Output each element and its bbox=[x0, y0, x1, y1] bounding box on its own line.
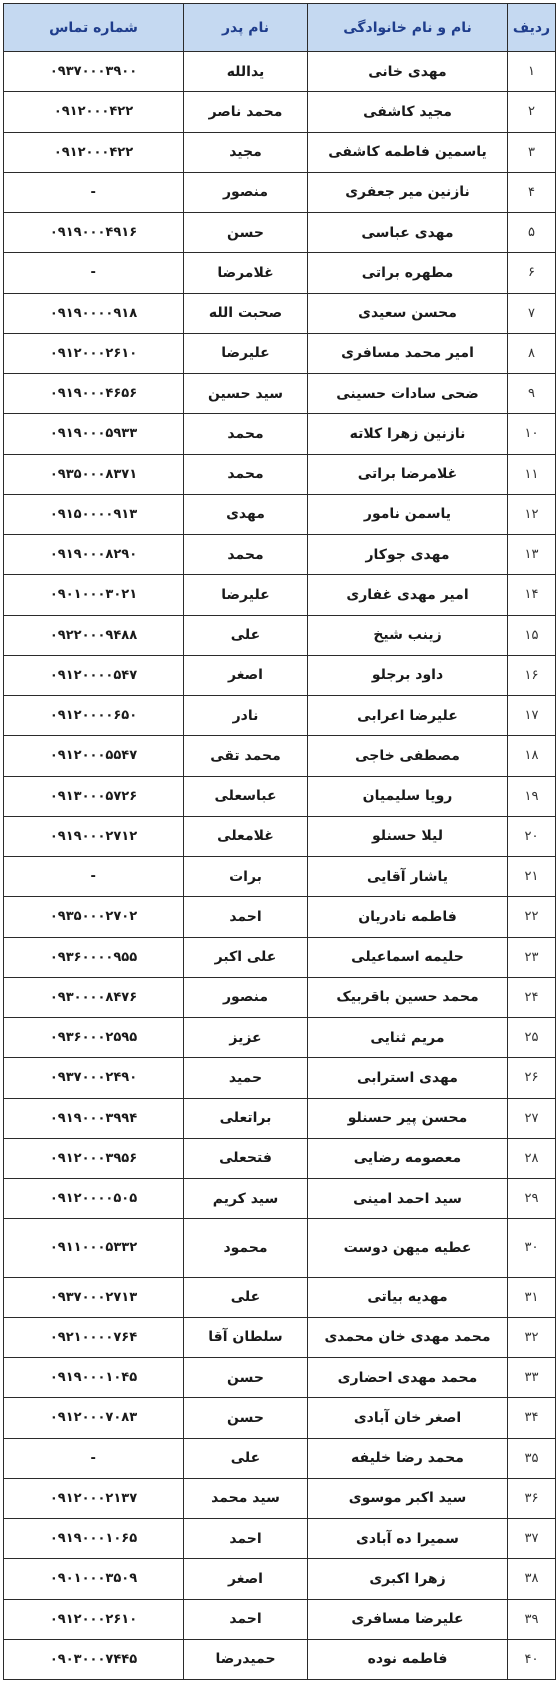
phone-cell: ۰۹۱۹۰۰۰۵۹۳۳ bbox=[4, 414, 184, 454]
phone-cell: ۰۹۲۲۰۰۰۹۴۸۸ bbox=[4, 615, 184, 655]
father-name-cell: نادر bbox=[184, 696, 308, 736]
table-body bbox=[4, 52, 556, 1680]
full-name-cell: حلیمه اسماعیلی bbox=[308, 937, 508, 977]
phone-cell: ۰۹۱۹۰۰۰۳۹۹۴ bbox=[4, 1098, 184, 1138]
phone-cell: ۰۹۱۲۰۰۰۴۲۲ bbox=[4, 92, 184, 132]
father-name-cell: سلطان آقا bbox=[184, 1317, 308, 1357]
full-name-cell: امیر مهدی غفاری bbox=[308, 575, 508, 615]
phone-cell: ۰۹۱۹۰۰۰۸۲۹۰ bbox=[4, 535, 184, 575]
father-name-cell: فتحعلی bbox=[184, 1138, 308, 1178]
table-row bbox=[4, 333, 556, 373]
full-name-cell: امیر محمد مسافری bbox=[308, 333, 508, 373]
phone-cell: ۰۹۱۹۰۰۰۰۹۱۸ bbox=[4, 293, 184, 333]
father-name-cell: سید محمد bbox=[184, 1478, 308, 1518]
phone-cell: ۰۹۳۷۰۰۰۲۴۹۰ bbox=[4, 1058, 184, 1098]
full-name-cell: یاشار آقایی bbox=[308, 857, 508, 897]
father-name-cell: حمید bbox=[184, 1058, 308, 1098]
row-number-cell: ۷ bbox=[508, 293, 556, 333]
row-number-cell: ۹ bbox=[508, 374, 556, 414]
phone-cell: ۰۹۱۵۰۰۰۰۹۱۳ bbox=[4, 494, 184, 534]
full-name-cell: مهدی جوکار bbox=[308, 535, 508, 575]
phone-cell: - bbox=[4, 253, 184, 293]
full-name-cell: مهدی خانی bbox=[308, 52, 508, 92]
full-name-cell: یاسمن نامور bbox=[308, 494, 508, 534]
table-row bbox=[4, 1438, 556, 1478]
full-name-cell: محسن سعیدی bbox=[308, 293, 508, 333]
row-number-cell: ۱۱ bbox=[508, 454, 556, 494]
table-row bbox=[4, 213, 556, 253]
row-number-cell: ۳ bbox=[508, 132, 556, 172]
row-number-cell: ۳۲ bbox=[508, 1317, 556, 1357]
table-row bbox=[4, 494, 556, 534]
row-number-cell: ۱ bbox=[508, 52, 556, 92]
row-number-cell: ۲۱ bbox=[508, 857, 556, 897]
row-number-cell: ۱۲ bbox=[508, 494, 556, 534]
header-row bbox=[4, 4, 556, 52]
father-name-cell: محمود bbox=[184, 1219, 308, 1277]
full-name-cell: مهدیه بیاتی bbox=[308, 1277, 508, 1317]
table-row bbox=[4, 1179, 556, 1219]
row-number-cell: ۲ bbox=[508, 92, 556, 132]
full-name-cell: سید اکبر موسوی bbox=[308, 1478, 508, 1518]
phone-cell: ۰۹۱۲۰۰۰۰۵۴۷ bbox=[4, 655, 184, 695]
table-row bbox=[4, 977, 556, 1017]
full-name-cell: فاطمه نادریان bbox=[308, 897, 508, 937]
phone-cell: ۰۹۳۶۰۰۰۰۹۵۵ bbox=[4, 937, 184, 977]
phone-cell: ۰۹۱۲۰۰۰۲۶۱۰ bbox=[4, 1599, 184, 1639]
father-name-cell: حسن bbox=[184, 1398, 308, 1438]
full-name-cell: نازنین زهرا کلاته bbox=[308, 414, 508, 454]
phone-cell: ۰۹۱۲۰۰۰۰۵۰۵ bbox=[4, 1179, 184, 1219]
table-row bbox=[4, 696, 556, 736]
full-name-cell: زینب شیخ bbox=[308, 615, 508, 655]
phone-cell: ۰۹۱۲۰۰۰۲۱۳۷ bbox=[4, 1478, 184, 1518]
table-row bbox=[4, 253, 556, 293]
table-row bbox=[4, 575, 556, 615]
row-number-cell: ۲۳ bbox=[508, 937, 556, 977]
row-number-cell: ۱۹ bbox=[508, 776, 556, 816]
phone-cell: ۰۹۱۲۰۰۰۵۵۴۷ bbox=[4, 736, 184, 776]
full-name-cell: رویا سلیمیان bbox=[308, 776, 508, 816]
row-number-cell: ۱۸ bbox=[508, 736, 556, 776]
father-name-cell: سید حسین bbox=[184, 374, 308, 414]
row-number-cell: ۶ bbox=[508, 253, 556, 293]
table-row bbox=[4, 1277, 556, 1317]
full-name-cell: ضحی سادات حسینی bbox=[308, 374, 508, 414]
father-name-cell: غلامعلی bbox=[184, 816, 308, 856]
table-row bbox=[4, 1138, 556, 1178]
phone-cell: ۰۹۱۹۰۰۰۴۹۱۶ bbox=[4, 213, 184, 253]
full-name-cell: مجید کاشفی bbox=[308, 92, 508, 132]
full-name-cell: یاسمین فاطمه کاشفی bbox=[308, 132, 508, 172]
father-name-cell: مجید bbox=[184, 132, 308, 172]
phone-cell: ۰۹۱۹۰۰۰۴۶۵۶ bbox=[4, 374, 184, 414]
table-row bbox=[4, 1639, 556, 1679]
table-row bbox=[4, 897, 556, 937]
row-number-cell: ۳۵ bbox=[508, 1438, 556, 1478]
full-name-cell: اصغر خان آبادی bbox=[308, 1398, 508, 1438]
row-number-cell: ۱۴ bbox=[508, 575, 556, 615]
table-row bbox=[4, 414, 556, 454]
father-name-cell: براتعلی bbox=[184, 1098, 308, 1138]
phone-cell: ۰۹۰۱۰۰۰۳۰۲۱ bbox=[4, 575, 184, 615]
phone-cell: ۰۹۱۹۰۰۰۲۷۱۲ bbox=[4, 816, 184, 856]
full-name-cell: محمد حسین باقربیک bbox=[308, 977, 508, 1017]
row-number-cell: ۳۸ bbox=[508, 1559, 556, 1599]
table-row bbox=[4, 615, 556, 655]
phone-cell: ۰۹۳۵۰۰۰۲۷۰۲ bbox=[4, 897, 184, 937]
full-name-cell: فاطمه نوده bbox=[308, 1639, 508, 1679]
contacts-table bbox=[3, 3, 556, 1680]
row-number-cell: ۲۵ bbox=[508, 1018, 556, 1058]
father-name-cell: علیرضا bbox=[184, 333, 308, 373]
phone-cell: ۰۹۱۲۰۰۰۳۹۵۶ bbox=[4, 1138, 184, 1178]
full-name-cell: محسن پیر حسنلو bbox=[308, 1098, 508, 1138]
phone-cell: ۰۹۲۱۰۰۰۰۷۶۴ bbox=[4, 1317, 184, 1357]
table-row bbox=[4, 1219, 556, 1277]
row-number-cell: ۱۳ bbox=[508, 535, 556, 575]
row-number-cell: ۵ bbox=[508, 213, 556, 253]
father-name-cell: اصغر bbox=[184, 1559, 308, 1599]
table-row bbox=[4, 736, 556, 776]
phone-cell: - bbox=[4, 1438, 184, 1478]
table-row bbox=[4, 1098, 556, 1138]
father-name-cell: مهدی bbox=[184, 494, 308, 534]
father-name-cell: محمد bbox=[184, 414, 308, 454]
table-row bbox=[4, 1599, 556, 1639]
table-row bbox=[4, 937, 556, 977]
full-name-cell: معصومه رضایی bbox=[308, 1138, 508, 1178]
header-phone: شماره تماس bbox=[4, 4, 184, 52]
row-number-cell: ۳۷ bbox=[508, 1519, 556, 1559]
row-number-cell: ۲۴ bbox=[508, 977, 556, 1017]
phone-cell: ۰۹۱۹۰۰۰۱۰۶۵ bbox=[4, 1519, 184, 1559]
table-row bbox=[4, 374, 556, 414]
phone-cell: ۰۹۳۰۰۰۰۸۴۷۶ bbox=[4, 977, 184, 1017]
father-name-cell: محمد ناصر bbox=[184, 92, 308, 132]
full-name-cell: غلامرضا براتی bbox=[308, 454, 508, 494]
header-father-name: نام پدر bbox=[184, 4, 308, 52]
header-full-name: نام و نام خانوادگی bbox=[308, 4, 508, 52]
father-name-cell: سید کریم bbox=[184, 1179, 308, 1219]
row-number-cell: ۳۱ bbox=[508, 1277, 556, 1317]
full-name-cell: علیرضا مسافری bbox=[308, 1599, 508, 1639]
row-number-cell: ۸ bbox=[508, 333, 556, 373]
full-name-cell: محمد رضا خلیفه bbox=[308, 1438, 508, 1478]
table-row bbox=[4, 454, 556, 494]
father-name-cell: علیرضا bbox=[184, 575, 308, 615]
full-name-cell: نازنین میر جعفری bbox=[308, 172, 508, 212]
phone-cell: ۰۹۰۱۰۰۰۳۵۰۹ bbox=[4, 1559, 184, 1599]
full-name-cell: مهدی عباسی bbox=[308, 213, 508, 253]
row-number-cell: ۳۶ bbox=[508, 1478, 556, 1518]
row-number-cell: ۲۷ bbox=[508, 1098, 556, 1138]
full-name-cell: مهدی استرابی bbox=[308, 1058, 508, 1098]
full-name-cell: مصطفی خاجی bbox=[308, 736, 508, 776]
phone-cell: ۰۹۳۷۰۰۰۲۷۱۳ bbox=[4, 1277, 184, 1317]
father-name-cell: عباسعلی bbox=[184, 776, 308, 816]
row-number-cell: ۲۹ bbox=[508, 1179, 556, 1219]
full-name-cell: محمد مهدی خان محمدی bbox=[308, 1317, 508, 1357]
phone-cell: ۰۹۳۶۰۰۰۲۵۹۵ bbox=[4, 1018, 184, 1058]
table-row bbox=[4, 1398, 556, 1438]
father-name-cell: منصور bbox=[184, 977, 308, 1017]
full-name-cell: علیرضا اعرابی bbox=[308, 696, 508, 736]
header-row-number: ردیف bbox=[508, 4, 556, 52]
full-name-cell: محمد مهدی احضاری bbox=[308, 1358, 508, 1398]
row-number-cell: ۱۰ bbox=[508, 414, 556, 454]
father-name-cell: محمد تقی bbox=[184, 736, 308, 776]
table-row bbox=[4, 1559, 556, 1599]
father-name-cell: محمد bbox=[184, 454, 308, 494]
father-name-cell: حسن bbox=[184, 1358, 308, 1398]
row-number-cell: ۲۲ bbox=[508, 897, 556, 937]
father-name-cell: علی bbox=[184, 1277, 308, 1317]
phone-cell: ۰۹۱۲۰۰۰۲۶۱۰ bbox=[4, 333, 184, 373]
phone-cell: ۰۹۱۲۰۰۰۷۰۸۳ bbox=[4, 1398, 184, 1438]
full-name-cell: عطیه میهن دوست bbox=[308, 1219, 508, 1277]
phone-cell: ۰۹۱۲۰۰۰۰۶۵۰ bbox=[4, 696, 184, 736]
row-number-cell: ۳۰ bbox=[508, 1219, 556, 1277]
phone-cell: ۰۹۰۳۰۰۰۷۴۴۵ bbox=[4, 1639, 184, 1679]
table-row bbox=[4, 1478, 556, 1518]
row-number-cell: ۲۰ bbox=[508, 816, 556, 856]
row-number-cell: ۱۷ bbox=[508, 696, 556, 736]
table-row bbox=[4, 1317, 556, 1357]
father-name-cell: غلامرضا bbox=[184, 253, 308, 293]
full-name-cell: داود برجلو bbox=[308, 655, 508, 695]
full-name-cell: سمیرا ده آبادی bbox=[308, 1519, 508, 1559]
row-number-cell: ۳۴ bbox=[508, 1398, 556, 1438]
father-name-cell: صحبت الله bbox=[184, 293, 308, 333]
table-row bbox=[4, 1358, 556, 1398]
father-name-cell: عزیز bbox=[184, 1018, 308, 1058]
phone-cell: ۰۹۱۲۰۰۰۴۲۲ bbox=[4, 132, 184, 172]
row-number-cell: ۳۳ bbox=[508, 1358, 556, 1398]
father-name-cell: علی bbox=[184, 1438, 308, 1478]
father-name-cell: برات bbox=[184, 857, 308, 897]
row-number-cell: ۴ bbox=[508, 172, 556, 212]
full-name-cell: مریم ثنایی bbox=[308, 1018, 508, 1058]
father-name-cell: محمد bbox=[184, 535, 308, 575]
phone-cell: ۰۹۱۳۰۰۰۵۷۲۶ bbox=[4, 776, 184, 816]
table-row bbox=[4, 92, 556, 132]
full-name-cell: زهرا اکبری bbox=[308, 1559, 508, 1599]
row-number-cell: ۱۶ bbox=[508, 655, 556, 695]
phone-cell: ۰۹۳۵۰۰۰۸۳۷۱ bbox=[4, 454, 184, 494]
table-row bbox=[4, 816, 556, 856]
father-name-cell: منصور bbox=[184, 172, 308, 212]
full-name-cell: لیلا حسنلو bbox=[308, 816, 508, 856]
row-number-cell: ۲۶ bbox=[508, 1058, 556, 1098]
father-name-cell: اصغر bbox=[184, 655, 308, 695]
table-row bbox=[4, 776, 556, 816]
father-name-cell: حسن bbox=[184, 213, 308, 253]
father-name-cell: احمد bbox=[184, 1599, 308, 1639]
table-row bbox=[4, 293, 556, 333]
row-number-cell: ۴۰ bbox=[508, 1639, 556, 1679]
father-name-cell: علی bbox=[184, 615, 308, 655]
table-row bbox=[4, 52, 556, 92]
phone-cell: ۰۹۱۱۰۰۰۵۳۳۲ bbox=[4, 1219, 184, 1277]
phone-cell: ۰۹۳۷۰۰۰۳۹۰۰ bbox=[4, 52, 184, 92]
table-row bbox=[4, 132, 556, 172]
father-name-cell: علی اکبر bbox=[184, 937, 308, 977]
phone-cell: - bbox=[4, 172, 184, 212]
table-row bbox=[4, 1018, 556, 1058]
full-name-cell: مطهره براتی bbox=[308, 253, 508, 293]
phone-cell: ۰۹۱۹۰۰۰۱۰۴۵ bbox=[4, 1358, 184, 1398]
row-number-cell: ۳۹ bbox=[508, 1599, 556, 1639]
row-number-cell: ۲۸ bbox=[508, 1138, 556, 1178]
table-row bbox=[4, 172, 556, 212]
phone-cell: - bbox=[4, 857, 184, 897]
table-row bbox=[4, 1058, 556, 1098]
father-name-cell: یدالله bbox=[184, 52, 308, 92]
row-number-cell: ۱۵ bbox=[508, 615, 556, 655]
table-header bbox=[4, 4, 556, 52]
table-row bbox=[4, 655, 556, 695]
father-name-cell: احمد bbox=[184, 897, 308, 937]
father-name-cell: احمد bbox=[184, 1519, 308, 1559]
full-name-cell: سید احمد امینی bbox=[308, 1179, 508, 1219]
table-row bbox=[4, 535, 556, 575]
table-row bbox=[4, 857, 556, 897]
table-row bbox=[4, 1519, 556, 1559]
father-name-cell: حمیدرضا bbox=[184, 1639, 308, 1679]
